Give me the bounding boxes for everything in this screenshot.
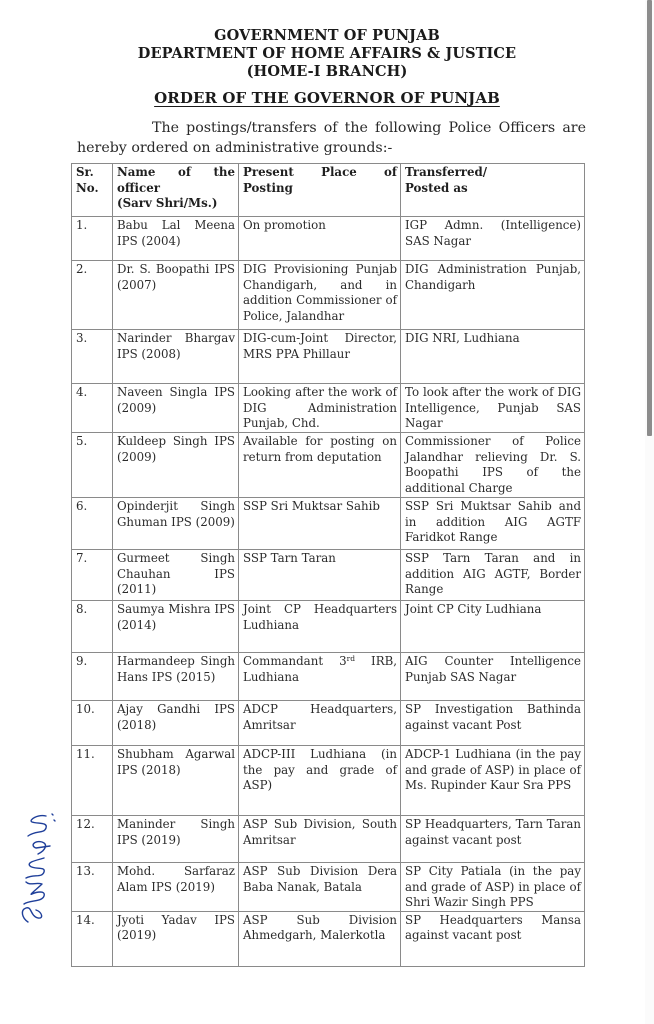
cell-sr-no: 2. bbox=[72, 261, 113, 330]
header-present-posting bbox=[239, 164, 401, 217]
cell-present-posting: Joint CP Headquarters Ludhiana bbox=[239, 601, 401, 653]
present-text-post: IRB, Ludhiana bbox=[243, 654, 398, 684]
department-heading-government: GOVERNMENT OF PUNJAB bbox=[214, 27, 440, 44]
intro-paragraph-line2: hereby ordered on administrative grounds:- bbox=[77, 140, 393, 156]
table-row bbox=[72, 550, 585, 601]
cell-sr-no: 1. bbox=[72, 217, 113, 261]
cell-posted-as: SSP Sri Muktsar Sahib and in addition AIG AGTF Faridkot Range bbox=[401, 498, 585, 550]
cell-present-posting: ASP Sub Division, South Amritsar bbox=[239, 816, 401, 863]
cell-officer-name: Jyoti Yadav IPS (2019) bbox=[113, 911, 239, 966]
cell-sr-no: 4. bbox=[72, 384, 113, 433]
table-row bbox=[72, 498, 585, 550]
header-sr-line2: No. bbox=[76, 180, 99, 195]
cell-present-posting: ASP Sub Division Dera Baba Nanak, Batala bbox=[239, 863, 401, 912]
cell-sr-no: 8. bbox=[72, 601, 113, 653]
cell-present-posting: Looking after the work of DIG Administration Punjab, Chd. bbox=[239, 384, 401, 433]
cell-present-posting: DIG-cum-Joint Director, MRS PPA Phillaur bbox=[239, 330, 401, 384]
cell-officer-name: Harmandeep Singh Hans IPS (2015) bbox=[113, 653, 239, 701]
cell-officer-name: Kuldeep Singh IPS (2009) bbox=[113, 433, 239, 498]
cell-present-posting: SSP Sri Muktsar Sahib bbox=[239, 498, 401, 550]
cell-officer-name: Gurmeet Singh Chauhan IPS (2011) bbox=[113, 550, 239, 601]
table-row bbox=[72, 261, 585, 330]
cell-officer-name: Naveen Singla IPS (2009) bbox=[113, 384, 239, 433]
cell-posted-as: ADCP-1 Ludhiana (in the pay and grade of ASP) in place of Ms. Rupinder Kaur Sra PPS bbox=[401, 746, 585, 816]
table-row bbox=[72, 701, 585, 746]
table-row bbox=[72, 653, 585, 701]
cell-present-posting: Available for posting on return from deputation bbox=[239, 433, 401, 498]
table-row bbox=[72, 384, 585, 433]
header-sr-line1: Sr. bbox=[76, 165, 94, 179]
cell-present-posting: DIG Provisioning Punjab Chandigarh, and in addition Commissioner of Police, Jalandhar bbox=[239, 261, 401, 330]
cell-sr-no: 12. bbox=[72, 816, 113, 863]
cell-officer-name: Mohd. Sarfaraz Alam IPS (2019) bbox=[113, 863, 239, 912]
cell-posted-as: SP City Patiala (in the pay and grade of ASP) in place of Shri Wazir Singh PPS bbox=[401, 863, 585, 912]
cell-posted-as: IGP Admn. (Intelligence) SAS Nagar bbox=[401, 217, 585, 261]
cell-present-posting: ADCP-III Ludhiana (in the pay and grade of ASP) bbox=[239, 746, 401, 816]
cell-present-posting: On promotion bbox=[239, 217, 401, 261]
cell-sr-no: 11. bbox=[72, 746, 113, 816]
table-row bbox=[72, 816, 585, 863]
table-row bbox=[72, 433, 585, 498]
cell-present-posting: ADCP Headquarters, Amritsar bbox=[239, 701, 401, 746]
department-heading-home-affairs: DEPARTMENT OF HOME AFFAIRS & JUSTICE bbox=[137, 45, 517, 62]
cell-officer-name: Shubham Agarwal IPS (2018) bbox=[113, 746, 239, 816]
cell-sr-no: 3. bbox=[72, 330, 113, 384]
header-name-line2: officer bbox=[117, 180, 160, 195]
cell-officer-name: Dr. S. Boopathi IPS (2007) bbox=[113, 261, 239, 330]
cell-officer-name: Opinderjit Singh Ghuman IPS (2009) bbox=[113, 498, 239, 550]
cell-officer-name: Babu Lal Meena IPS (2004) bbox=[113, 217, 239, 261]
table-row bbox=[72, 330, 585, 384]
intro-paragraph-line1: The postings/transfers of the following Police Officers are bbox=[152, 120, 586, 136]
cell-officer-name: Narinder Bhargav IPS (2008) bbox=[113, 330, 239, 384]
header-present-line1: Present Place of bbox=[243, 165, 397, 179]
department-heading-branch: (HOME-I BRANCH) bbox=[246, 63, 408, 80]
cell-posted-as: Commissioner of Police Jalandhar relieving Dr. S. Boopathi IPS of the additional Charge bbox=[401, 433, 585, 498]
header-sr-no bbox=[72, 164, 113, 217]
handwritten-signature bbox=[8, 800, 68, 930]
cell-posted-as: SP Investigation Bathinda against vacant Post bbox=[401, 701, 585, 746]
cell-sr-no: 5. bbox=[72, 433, 113, 498]
cell-sr-no: 6. bbox=[72, 498, 113, 550]
cell-present-posting: SSP Tarn Taran bbox=[239, 550, 401, 601]
table-row bbox=[72, 217, 585, 261]
header-name-line1: Name of the bbox=[117, 165, 235, 179]
cell-posted-as: SP Headquarters Mansa against vacant post bbox=[401, 911, 585, 966]
cell-posted-as: To look after the work of DIG Intelligence, Punjab SAS Nagar bbox=[401, 384, 585, 433]
header-officer-name bbox=[113, 164, 239, 217]
table-row bbox=[72, 863, 585, 912]
cell-sr-no: 7. bbox=[72, 550, 113, 601]
header-present-line2: Posting bbox=[243, 180, 293, 195]
header-posted-as bbox=[401, 164, 585, 217]
cell-officer-name: Maninder Singh IPS (2019) bbox=[113, 816, 239, 863]
cell-present-posting bbox=[239, 653, 401, 701]
cell-sr-no: 14. bbox=[72, 911, 113, 966]
cell-present-posting: ASP Sub Division Ahmedgarh, Malerkotla bbox=[239, 911, 401, 966]
cell-posted-as: DIG Administration Punjab, Chandigarh bbox=[401, 261, 585, 330]
cell-posted-as: DIG NRI, Ludhiana bbox=[401, 330, 585, 384]
cell-sr-no: 13. bbox=[72, 863, 113, 912]
cell-sr-no: 9. bbox=[72, 653, 113, 701]
order-title: ORDER OF THE GOVERNOR OF PUNJAB bbox=[154, 89, 500, 107]
cell-sr-no: 10. bbox=[72, 701, 113, 746]
header-posted-line2: Posted as bbox=[405, 180, 468, 195]
table-row bbox=[72, 746, 585, 816]
cell-posted-as: SP Headquarters, Tarn Taran against vacant post bbox=[401, 816, 585, 863]
ordinal-suffix: rd bbox=[346, 654, 355, 663]
cell-posted-as: SSP Tarn Taran and in addition AIG AGTF, Border Range bbox=[401, 550, 585, 601]
table-row bbox=[72, 601, 585, 653]
table-header-row bbox=[72, 164, 585, 217]
header-name-line3: (Sarv Shri/Ms.) bbox=[117, 196, 218, 210]
present-text-pre: Commandant 3 bbox=[243, 654, 347, 668]
cell-officer-name: Ajay Gandhi IPS (2018) bbox=[113, 701, 239, 746]
cell-posted-as: Joint CP City Ludhiana bbox=[401, 601, 585, 653]
cell-officer-name: Saumya Mishra IPS (2014) bbox=[113, 601, 239, 653]
header-posted-line1: Transferred/ bbox=[405, 165, 488, 179]
table-row bbox=[72, 911, 585, 966]
cell-posted-as: AIG Counter Intelligence Punjab SAS Nagar bbox=[401, 653, 585, 701]
transfer-orders-table bbox=[71, 163, 585, 967]
